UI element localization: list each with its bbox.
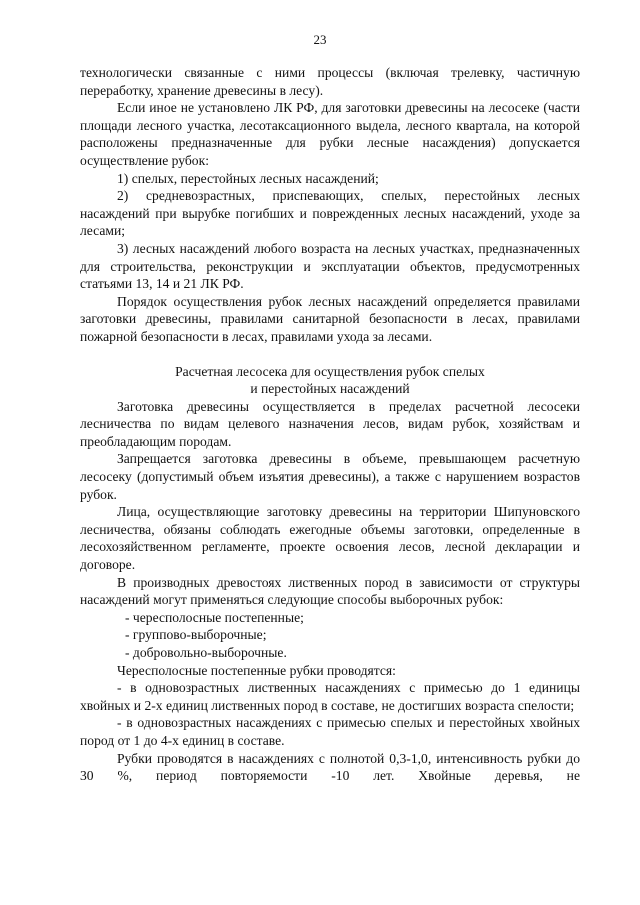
document-body	[80, 64, 580, 785]
method-item-1: - чересполосные постепенные;	[125, 609, 304, 625]
paragraph-logging-permitted: Если иное не установлено ЛК РФ, для заготовки древесины на лесосеке (части площади лесного участка, лесотаксационного выдела, лесного квартала, на которой расположены предназначенные для рубки лесные насаждения) допускается осуществление рубок:	[80, 100, 580, 168]
paragraph-selective-methods: В производных древостоях лиственных пород в зависимости от структуры насаждений могут применяться следующие способы выборочных рубок:	[80, 574, 580, 608]
paragraph-strip-cuttings: Чересполосные постепенные рубки проводятся:	[117, 662, 396, 678]
strip-condition-1: - в одновозрастных лиственных насаждениях с примесью до 1 единицы хвойных и 2-х единиц лиственных пород в составе, не достигших возраста спелости;	[80, 680, 580, 713]
paragraph-obligations: Лица, осуществляющие заготовку древесины на территории Шипуновского лесничества, обязаны соблюдать ежегодные объемы заготовки, определенные в лесохозяйственном регламенте, проекте освоения лесов, лесной декларации и договоре.	[80, 504, 580, 573]
section-heading	[80, 363, 580, 398]
paragraph-prohibition: Запрещается заготовка древесины в объеме, превышающем расчетную лесосеку (допустимый объем изъятия древесины), а также с нарушением возрастов рубок.	[80, 451, 580, 502]
method-item-3: - добровольно-выборочные.	[125, 645, 287, 660]
paragraph-continuation: технологически связанные с ними процессы (включая трелевку, частичную переработку, хранение древесины в лесу).	[80, 65, 580, 98]
list-item-1: 1) спелых, перестойных лесных насаждений;	[117, 170, 379, 186]
list-item-3: 3) лесных насаждений любого возраста на лесных участках, предназначенных для строительства, реконструкции и эксплуатации объектов, предусмотренных статьями 13, 14 и 21 ЛК РФ.	[80, 240, 580, 292]
paragraph-harvesting-limits: Заготовка древесины осуществляется в пределах расчетной лесосеки лесничества по видам целевого назначения лесов, видам рубок, хозяйствам и преобладающим породам.	[80, 398, 580, 449]
section-heading-line-1: Расчетная лесосека для осуществления рубок спелых	[175, 363, 485, 379]
paragraph-logging-order: Порядок осуществления рубок лесных насаждений определяется правилами заготовки древесины, правилами санитарной безопасности в лесах, правилами пожарной безопасности в лесах, правилами ухода за лесами.	[80, 293, 580, 344]
list-item-2: 2) средневозрастных, приспевающих, спелых, перестойных лесных насаждений при вырубке погибших и поврежденных лесных насаждений, уходе за лесами;	[80, 188, 580, 239]
page-number: 23	[313, 32, 327, 47]
strip-condition-2: - в одновозрастных насаждениях с примесью спелых и перестойных хвойных пород от 1 до 4-х единиц в составе.	[80, 715, 580, 748]
paragraph-intensity: Рубки проводятся в насаждениях с полнотой 0,3-1,0, интенсивность рубки до 30 %, период повторяемости -10 лет. Хвойные деревья, не	[80, 750, 580, 784]
section-heading-line-2: и перестойных насаждений	[250, 381, 410, 397]
method-item-2: - группово-выборочные;	[125, 627, 267, 643]
